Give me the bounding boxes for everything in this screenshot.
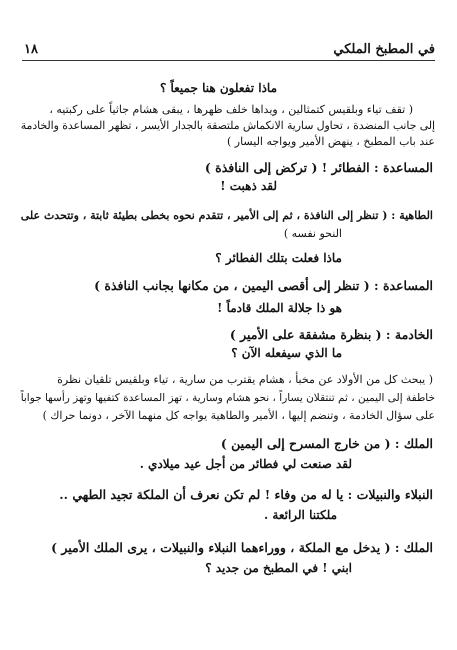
stage-direction-line: ( تقف تياء وبلقيس كتمثالين ، ويداها خلف ظهرها ، يبقى هشام جاثياً على ركبتيه ،	[49, 103, 413, 116]
running-title: في المطبخ الملكي	[333, 42, 435, 57]
dialogue-line: لقد صنعت لي فطائر من أجل عيد ميلادي .	[139, 457, 352, 471]
speaker-line: الملك : ( من خارج المسرح إلى اليمين )	[220, 436, 433, 451]
stage-direction-line: النحو نفسه )	[283, 227, 342, 240]
dialogue-line: ماذا تفعلون هنا جميعاً ؟	[159, 81, 277, 95]
stage-direction-line: على سؤال الخادمة ، وتنضم إليها ، الأمير والطاهية يواجه كل منهما الآخر ، دونما حراك )	[42, 409, 435, 422]
speaker-line: الملك : ( يدخل مع الملكة ، ووراءهما النبلاء والنبيلات ، يرى الملك الأمير )	[51, 540, 433, 555]
dialogue-line: هو ذا جلالة الملك قادماً !	[217, 301, 342, 315]
dialogue-line: ملكتنا الرائعة .	[264, 508, 337, 522]
stage-direction-line: إلى جانب المنضدة ، تحاول سارية الانكماش ملتصقة بالجدار الأيسر ، تظهر المساعدة والخادمة	[20, 119, 435, 132]
speaker-line: المساعدة : ( تنظر إلى أقصى اليمين ، من مكانها بجانب النافذة )	[94, 278, 433, 293]
speaker-line: الطاهية : ( تنظر إلى النافذة ، ثم إلى الأمير ، تتقدم نحوه بخطى بطيئة ثابتة ، وتتحدث على	[20, 209, 433, 222]
stage-direction-line: خاطفة إلى اليمين ، ثم تنتقلان يساراً ، نحو هشام وسارية ، تهز المساعدة كتفيها وتهز رأسها جواباً	[20, 392, 435, 404]
speaker-line: النبلاء والنبيلات : يا له من وفاء ! لم تكن نعرف أن الملكة تجيد الطهي ..	[59, 487, 433, 502]
dialogue-line: لقد ذهبت !	[220, 179, 277, 193]
stage-direction-line: ( يبحث كل من الأولاد عن مخبأ ، هشام يقترب من سارية ، تياء وبلقيس تلقيان نظرة	[57, 373, 433, 386]
dialogue-line: ما الذي سيفعله الآن ؟	[231, 346, 342, 360]
page-number: ١٨	[24, 42, 38, 57]
dialogue-line: ماذا فعلت بتلك الفطائر ؟	[215, 251, 342, 265]
stage-direction-line: عند باب المطبخ ، ينهض الأمير ويواجه اليسار )	[226, 135, 435, 148]
dialogue-line: ابني ! في المطبخ من جديد ؟	[205, 561, 352, 575]
running-header	[22, 40, 435, 61]
speaker-line: المساعدة : الفطائر ! ( تركض إلى النافذة )	[204, 160, 433, 175]
speaker-line: الخادمة : ( بنظرة مشفقة على الأمير )	[229, 327, 433, 342]
